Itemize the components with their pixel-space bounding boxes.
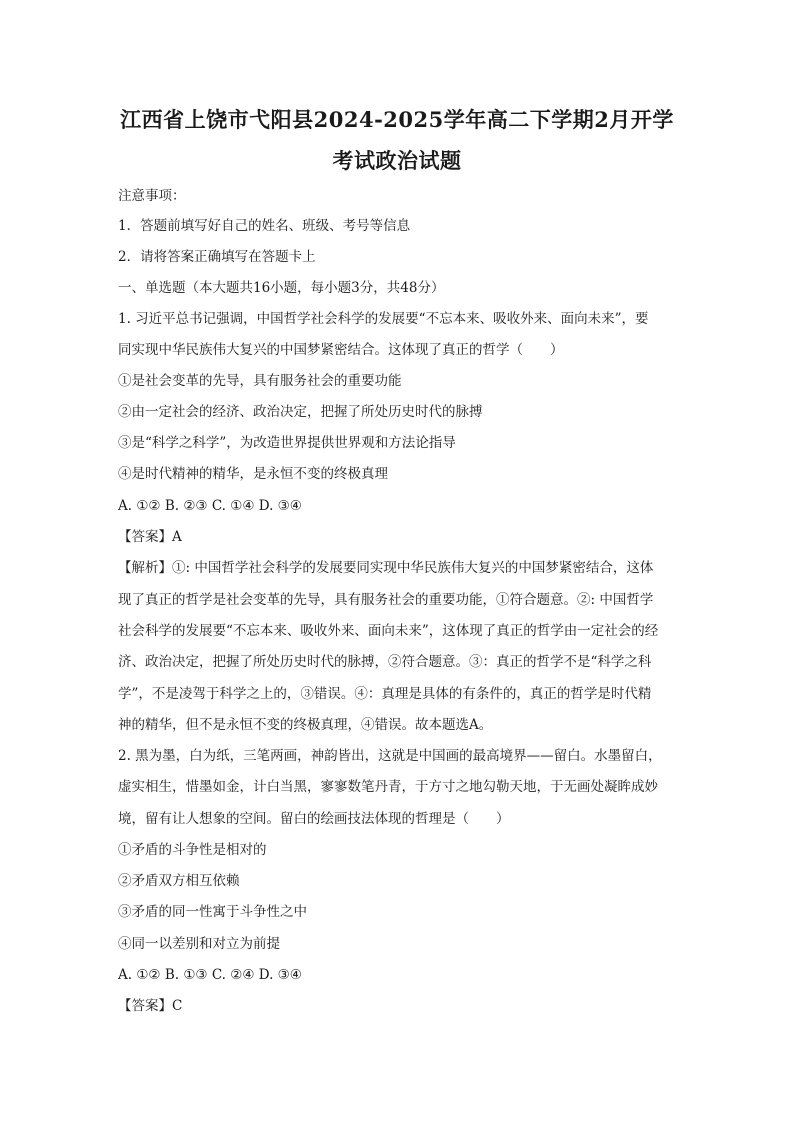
q1-analysis-line2: 现了真正的哲学是社会变革的先导，具有服务社会的重要功能，①符合题意。②: 中国哲学 (118, 592, 654, 608)
q1-stem-line2: 同实现中华民族伟大复兴的中国梦紧密结合。这体现了真正的哲学（ ） (118, 342, 564, 358)
q2-option-3: ③矛盾的同一性寓于斗争性之中 (118, 904, 307, 920)
q1-stem-line1: 1. 习近平总书记强调，中国哲学社会科学的发展要“不忘本来、吸收外来、面向未来”，要 (118, 311, 649, 327)
document-title-line2: 考试政治试题 (332, 148, 462, 173)
q2-option-4: ④同一以差别和对立为前提 (118, 936, 280, 952)
notice-item-1: 1．答题前填写好自己的姓名、班级、考号等信息 (118, 218, 411, 234)
notice-item-2: 2．请将答案正确填写在答题卡上 (118, 249, 316, 265)
q2-option-1: ①矛盾的斗争性是相对的 (118, 842, 267, 858)
q2-stem-line2: 虚实相生，惜墨如金，计白当黑，寥寥数笔丹青，于方寸之地勾勒天地，于无画处凝眸成妙 (118, 779, 658, 795)
q1-answer: 【答案】A (118, 529, 182, 545)
q1-analysis-line1: 【解析】①: 中国哲学社会科学的发展要同实现中华民族伟大复兴的中国梦紧密结合，这体 (118, 560, 654, 576)
q1-choices: A. ①② B. ②③ C. ①④ D. ③④ (118, 498, 302, 514)
q2-stem-line1: 2. 黑为墨，白为纸，三笔两画，神韵皆出，这就是中国画的最高境界——留白。水墨留白， (118, 748, 662, 764)
section-heading: 一、单选题（本大题共16小题，每小题3分，共48分） (118, 280, 445, 296)
q1-option-4: ④是时代精神的精华，是永恒不变的终极真理 (118, 466, 388, 482)
q2-choices: A. ①② B. ①③ C. ②④ D. ③④ (118, 967, 302, 983)
q1-option-3: ③是“科学之科学”，为改造世界提供世界观和方法论指导 (118, 435, 456, 451)
q1-option-2: ②由一定社会的经济、政治决定，把握了所处历史时代的脉搏 (118, 404, 483, 420)
q1-analysis-line3: 社会科学的发展要“不忘本来、吸收外来、面向未来”，这体现了真正的哲学由一定社会的经 (118, 623, 659, 639)
q1-analysis-line4: 济、政治决定，把握了所处历史时代的脉搏，②符合题意。③：真正的哲学不是“科学之科 (118, 654, 652, 670)
q2-option-2: ②矛盾双方相互依赖 (118, 873, 240, 889)
document-title-line1: 江西省上饶市弋阳县2024-2025学年高二下学期2月开学 (120, 107, 674, 132)
q2-stem-line3: 境，留有让人想象的空间。留白的绘画技法体现的哲理是（ ） (118, 811, 510, 827)
notice-heading: 注意事项： (118, 188, 186, 204)
q2-answer: 【答案】C (118, 998, 183, 1014)
q1-analysis-line6: 神的精华，但不是永恒不变的终极真理，④错误。故本题选A。 (118, 717, 493, 733)
q1-analysis-line5: 学”，不是凌驾于科学之上的，③错误。④：真理是具体的有条件的，真正的哲学是时代精 (118, 686, 652, 702)
q1-option-1: ①是社会变革的先导，具有服务社会的重要功能 (118, 373, 402, 389)
